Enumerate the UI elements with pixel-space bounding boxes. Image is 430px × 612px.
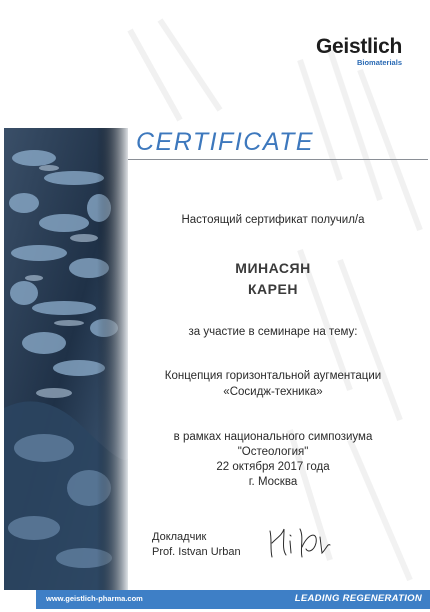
footer-bar — [36, 590, 430, 609]
footer-tagline: LEADING REGENERATION — [294, 593, 422, 604]
event-date: 22 октября 2017 года — [216, 461, 330, 473]
event-line: в рамках национального симпозиума — [173, 431, 373, 443]
logo-subtitle: Biomaterials — [356, 58, 402, 67]
event-name: "Остеология" — [237, 446, 309, 458]
geistlich-logo — [316, 36, 402, 67]
recipient-first-name: КАРЕН — [248, 281, 298, 297]
logo-wordmark: Geistlich — [316, 35, 402, 58]
lecturer-role: Докладчик — [152, 531, 207, 543]
certificate-title: CERTIFICATE — [136, 128, 315, 156]
event-city: г. Москва — [248, 476, 298, 488]
bone-microscopy-image — [4, 128, 128, 590]
seminar-intro: за участие в семинаре на тему: — [188, 326, 358, 338]
topic-line-2: «Сосидж-техника» — [223, 386, 323, 398]
topic-line-1: Концепция горизонтальной аугментации — [164, 370, 382, 382]
lecturer-name: Prof. Istvan Urban — [152, 546, 241, 558]
intro-text: Настоящий сертификат получил/а — [181, 214, 365, 226]
lecturer-signature — [264, 523, 344, 563]
recipient-last-name: МИНАСЯН — [235, 260, 311, 276]
footer-website: www.geistlich-pharma.com — [46, 594, 143, 603]
title-divider — [128, 159, 428, 160]
